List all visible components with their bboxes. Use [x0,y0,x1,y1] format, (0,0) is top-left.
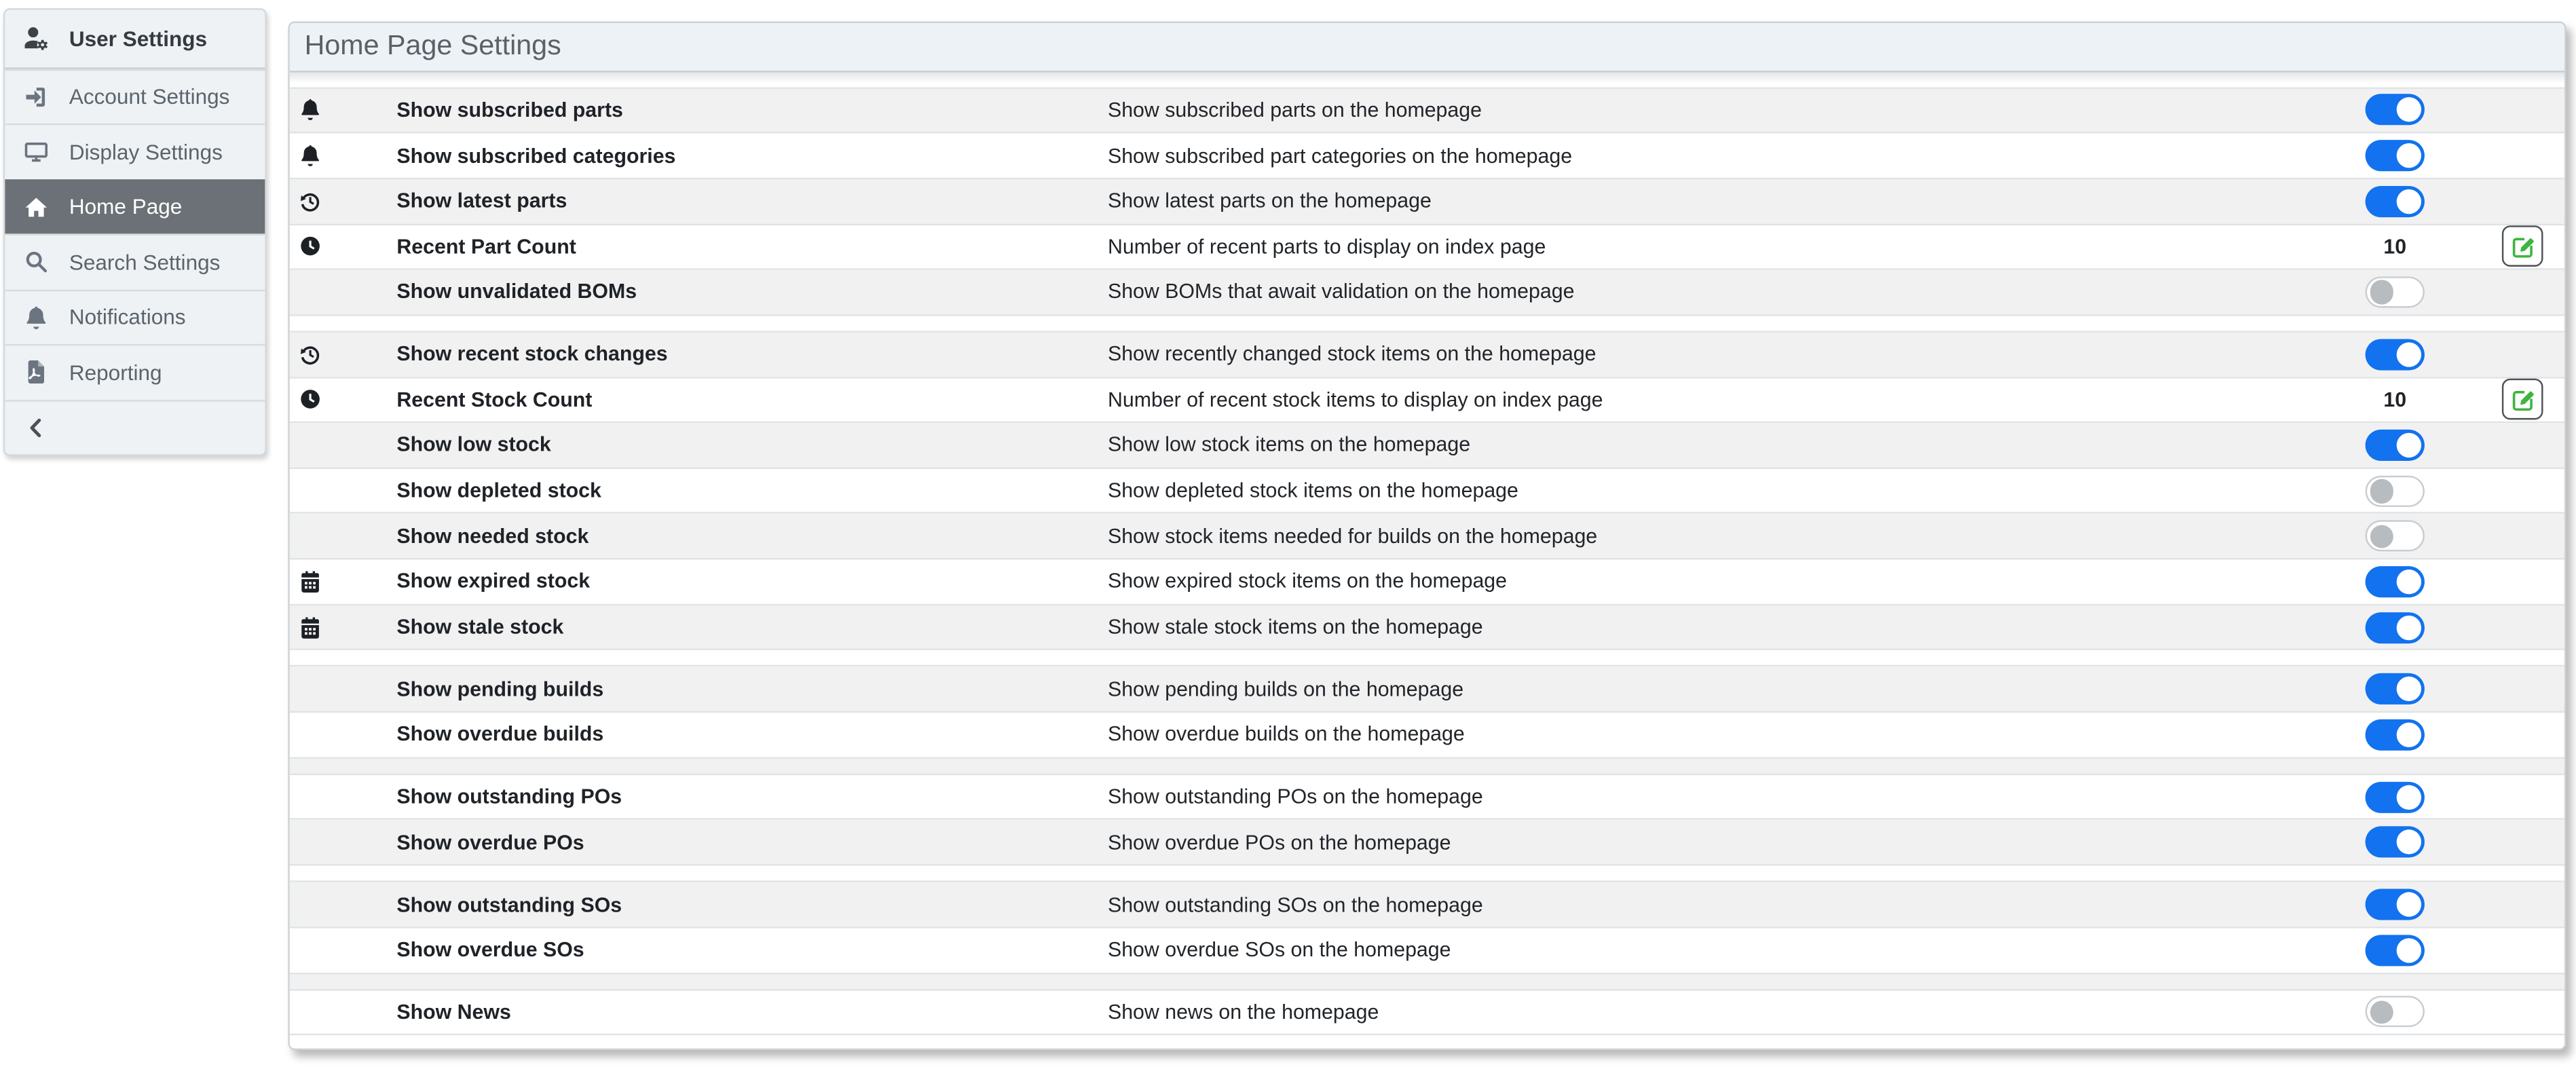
setting-actions-cell [2502,713,2564,757]
sidebar-title: User Settings [69,25,208,50]
setting-value-cell [2288,821,2502,865]
settings-row [290,713,2564,758]
toggle-knob [2397,143,2421,168]
setting-actions-cell [2502,928,2564,972]
settings-row [290,990,2564,1036]
setting-label: Show recent stock changes [396,342,668,366]
setting-toggle[interactable] [2366,140,2425,171]
sidebar-header [5,9,265,68]
setting-actions-cell [2502,424,2564,468]
setting-value-cell [2288,134,2502,178]
clock-icon [290,225,397,269]
no-icon [290,424,397,468]
setting-toggle[interactable] [2366,996,2425,1028]
setting-label: Show subscribed parts [396,98,623,122]
setting-actions-cell [2502,469,2564,513]
setting-actions-cell [2502,560,2564,604]
sidebar-item-display-settings[interactable] [5,124,265,179]
setting-actions-cell [2502,514,2564,559]
settings-row [290,88,2564,134]
settings-row [290,667,2564,713]
settings-row [290,270,2564,316]
setting-description: Show news on the homepage [1107,1000,1379,1024]
settings-row [290,882,2564,928]
setting-value-cell [2288,225,2502,269]
setting-toggle[interactable] [2366,673,2425,705]
search-icon [22,250,52,274]
setting-toggle[interactable] [2366,935,2425,966]
setting-toggle[interactable] [2366,827,2425,858]
setting-description: Show overdue builds on the homepage [1107,723,1465,747]
toggle-knob [2370,1000,2393,1024]
group-separator-row [290,758,2564,774]
bell-icon [290,88,397,132]
group-separator-row [290,71,2564,88]
setting-value-cell [2288,713,2502,757]
calendar-icon [290,560,397,604]
setting-actions-cell [2502,605,2564,650]
toggle-knob [2397,785,2421,809]
setting-label: Show low stock [396,433,551,457]
setting-label: Recent Part Count [396,235,576,259]
sidebar-item-account-settings[interactable] [5,69,265,124]
no-icon [290,775,397,819]
setting-label: Show latest parts [396,189,567,213]
toggle-knob [2397,937,2421,962]
toggle-knob [2397,677,2421,701]
settings-row [290,378,2564,424]
setting-toggle[interactable] [2366,566,2425,597]
setting-description: Show stock items needed for builds on the homepage [1107,524,1598,548]
setting-value: 10 [2383,235,2407,259]
sidebar-item-notifications[interactable] [5,289,265,344]
setting-description: Show pending builds on the homepage [1107,677,1464,701]
settings-row [290,469,2564,514]
setting-toggle[interactable] [2366,719,2425,751]
setting-value-cell [2288,667,2502,711]
setting-actions-cell [2502,378,2564,422]
setting-value-cell [2288,179,2502,223]
setting-description: Show subscribed part categories on the homepage [1107,144,1573,168]
setting-label: Show pending builds [396,677,604,701]
setting-label: Recent Stock Count [396,388,593,411]
setting-label: Show overdue builds [396,723,604,747]
setting-actions-cell [2502,88,2564,132]
toggle-knob [2397,830,2421,855]
setting-description: Show BOMs that await validation on the homepage [1107,280,1575,304]
settings-row [290,134,2564,179]
history-icon [290,179,397,223]
toggle-knob [2370,280,2393,304]
setting-description: Show outstanding POs on the homepage [1107,785,1483,809]
group-separator-row [290,973,2564,990]
calendar-icon [290,605,397,650]
setting-label: Show needed stock [396,524,589,548]
setting-toggle[interactable] [2366,889,2425,920]
no-icon [290,821,397,865]
setting-value-cell [2288,928,2502,972]
no-icon [290,928,397,972]
settings-row [290,928,2564,973]
bell-icon [290,134,397,178]
clock-icon [290,378,397,422]
setting-value-cell [2288,605,2502,650]
setting-description: Show low stock items on the homepage [1107,433,1471,457]
settings-row [290,424,2564,469]
toggle-knob [2397,98,2421,122]
home-page-settings-panel [288,22,2566,1051]
toggle-knob [2397,722,2421,747]
setting-label: Show overdue SOs [396,938,584,962]
setting-value-cell [2288,560,2502,604]
sign-in-icon [22,85,52,108]
sidebar-item-reporting[interactable] [5,344,265,399]
setting-toggle[interactable] [2366,339,2425,370]
setting-description: Show latest parts on the homepage [1107,189,1432,213]
edit-icon [2511,388,2534,411]
group-separator-row [290,866,2564,882]
setting-label: Show depleted stock [396,479,601,502]
history-icon [290,333,397,377]
setting-actions-cell [2502,667,2564,711]
setting-value-cell [2288,469,2502,513]
setting-actions-cell [2502,882,2564,926]
setting-value-cell [2288,882,2502,926]
no-icon [290,514,397,559]
sidebar-item-search-settings[interactable] [5,233,265,288]
group-separator-row [290,651,2564,667]
setting-toggle[interactable] [2366,781,2425,812]
settings-row [290,333,2564,378]
setting-toggle[interactable] [2366,612,2425,643]
setting-description: Show depleted stock items on the homepage [1107,479,1518,502]
toggle-knob [2397,615,2421,639]
no-icon [290,469,397,513]
setting-description: Number of recent stock items to display on index page [1107,388,1603,411]
sidebar-collapse-button[interactable] [5,399,265,454]
no-icon [290,270,397,314]
sidebar-item-label: Reporting [69,360,162,385]
panel-header [290,23,2564,72]
setting-description: Show overdue SOs on the homepage [1107,938,1451,962]
no-icon [290,882,397,926]
setting-description: Show recently changed stock items on the homepage [1107,342,1597,366]
setting-description: Show stale stock items on the homepage [1107,616,1483,639]
file-pdf-icon [22,361,52,384]
toggle-knob [2397,569,2421,594]
toggle-knob [2370,525,2393,548]
edit-setting-button[interactable] [2502,379,2543,421]
setting-description: Show expired stock items on the homepage [1107,570,1508,593]
setting-value: 10 [2383,388,2407,411]
toggle-knob [2397,892,2421,916]
setting-toggle[interactable] [2366,475,2425,506]
edit-setting-button[interactable] [2502,226,2543,267]
settings-row [290,514,2564,560]
setting-label: Show unvalidated BOMs [396,280,637,304]
sidebar-item-label: Search Settings [69,249,221,275]
user-cog-icon [22,26,52,50]
setting-label: Show stale stock [396,616,564,639]
setting-actions-cell [2502,990,2564,1034]
setting-value-cell [2288,514,2502,559]
setting-actions-cell [2502,179,2564,223]
toggle-knob [2370,479,2393,503]
setting-actions-cell [2502,270,2564,314]
settings-row [290,179,2564,225]
sidebar-item-label: Account Settings [69,84,230,109]
setting-value-cell [2288,88,2502,132]
setting-actions-cell [2502,821,2564,865]
settings-row [290,560,2564,605]
setting-toggle[interactable] [2366,430,2425,461]
setting-label: Show overdue POs [396,831,584,855]
no-icon [290,990,397,1034]
setting-label: Show outstanding SOs [396,893,622,916]
setting-label: Show subscribed categories [396,144,676,168]
setting-value-cell [2288,775,2502,819]
settings-table [290,71,2564,1042]
user-settings-sidebar [3,7,267,456]
sidebar-item-label: Notifications [69,305,186,330]
setting-description: Number of recent parts to display on index page [1107,235,1546,259]
bell-icon [22,305,52,329]
toggle-knob [2397,433,2421,457]
setting-value-cell [2288,378,2502,422]
desktop-icon [22,141,52,164]
toggle-knob [2397,342,2421,367]
setting-description: Show outstanding SOs on the homepage [1107,893,1483,916]
settings-row [290,225,2564,270]
sidebar-item-label: Home Page [69,194,183,220]
setting-label: Show outstanding POs [396,785,622,809]
setting-toggle[interactable] [2366,521,2425,552]
edit-icon [2511,235,2534,258]
settings-row [290,821,2564,866]
chevron-left-icon [22,416,52,439]
home-icon [22,195,52,219]
settings-row [290,605,2564,651]
toggle-knob [2397,189,2421,213]
page-title: Home Page Settings [304,30,561,62]
sidebar-item-label: Display Settings [69,139,223,164]
setting-toggle[interactable] [2366,185,2425,217]
setting-value-cell [2288,990,2502,1034]
sidebar-item-home-page[interactable] [5,179,265,233]
no-icon [290,667,397,711]
setting-label: Show expired stock [396,570,591,593]
setting-value-cell [2288,424,2502,468]
table-footer-filler [290,1042,2564,1048]
sidebar-items [5,69,265,399]
setting-toggle[interactable] [2366,94,2425,126]
setting-description: Show overdue POs on the homepage [1107,831,1451,855]
setting-actions-cell [2502,225,2564,269]
setting-actions-cell [2502,333,2564,377]
setting-value-cell [2288,333,2502,377]
setting-label: Show News [396,1000,511,1024]
no-icon [290,713,397,757]
setting-actions-cell [2502,134,2564,178]
setting-value-cell [2288,270,2502,314]
group-separator-row [290,316,2564,332]
setting-toggle[interactable] [2366,276,2425,307]
setting-description: Show subscribed parts on the homepage [1107,98,1482,122]
settings-row [290,775,2564,821]
setting-actions-cell [2502,775,2564,819]
